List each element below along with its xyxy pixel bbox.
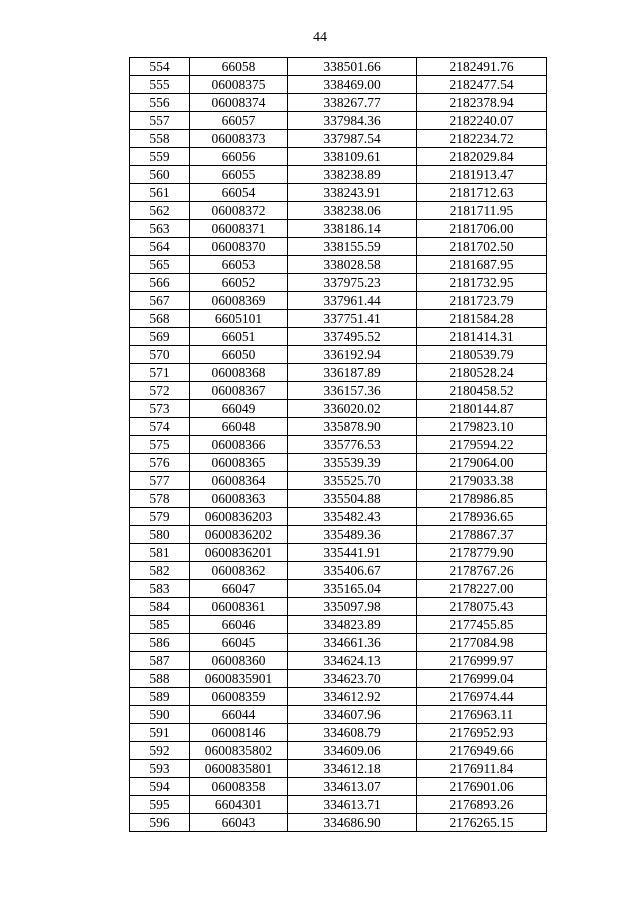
- x-coordinate-cell: 336020.02: [288, 400, 417, 418]
- point-id-cell: 0600836202: [190, 526, 288, 544]
- row-number-cell: 585: [130, 616, 190, 634]
- table-row: [130, 310, 547, 328]
- x-coordinate-cell: 335878.90: [288, 418, 417, 436]
- y-coordinate-cell: 2176911.84: [417, 760, 547, 778]
- coordinates-table: [129, 57, 547, 832]
- y-coordinate-cell: 2176974.44: [417, 688, 547, 706]
- row-number-cell: 563: [130, 220, 190, 238]
- table-row: [130, 148, 547, 166]
- point-id-cell: 6605101: [190, 310, 288, 328]
- row-number-cell: 582: [130, 562, 190, 580]
- x-coordinate-cell: 335525.70: [288, 472, 417, 490]
- point-id-cell: 66057: [190, 112, 288, 130]
- x-coordinate-cell: 334608.79: [288, 724, 417, 742]
- point-id-cell: 66046: [190, 616, 288, 634]
- y-coordinate-cell: 2179033.38: [417, 472, 547, 490]
- point-id-cell: 06008362: [190, 562, 288, 580]
- table-row: [130, 292, 547, 310]
- point-id-cell: 66054: [190, 184, 288, 202]
- point-id-cell: 66043: [190, 814, 288, 832]
- row-number-cell: 559: [130, 148, 190, 166]
- y-coordinate-cell: 2182240.07: [417, 112, 547, 130]
- table-row: [130, 202, 547, 220]
- table-row: [130, 328, 547, 346]
- row-number-cell: 581: [130, 544, 190, 562]
- row-number-cell: 560: [130, 166, 190, 184]
- y-coordinate-cell: 2176999.97: [417, 652, 547, 670]
- x-coordinate-cell: 335482.43: [288, 508, 417, 526]
- table-row: [130, 346, 547, 364]
- table-row: [130, 526, 547, 544]
- x-coordinate-cell: 334612.92: [288, 688, 417, 706]
- point-id-cell: 66056: [190, 148, 288, 166]
- y-coordinate-cell: 2177084.98: [417, 634, 547, 652]
- table-row: [130, 58, 547, 76]
- x-coordinate-cell: 334823.89: [288, 616, 417, 634]
- x-coordinate-cell: 338469.00: [288, 76, 417, 94]
- row-number-cell: 596: [130, 814, 190, 832]
- row-number-cell: 557: [130, 112, 190, 130]
- row-number-cell: 561: [130, 184, 190, 202]
- y-coordinate-cell: 2176893.26: [417, 796, 547, 814]
- row-number-cell: 592: [130, 742, 190, 760]
- y-coordinate-cell: 2181414.31: [417, 328, 547, 346]
- point-id-cell: 66045: [190, 634, 288, 652]
- y-coordinate-cell: 2182477.54: [417, 76, 547, 94]
- point-id-cell: 06008361: [190, 598, 288, 616]
- x-coordinate-cell: 337751.41: [288, 310, 417, 328]
- y-coordinate-cell: 2180458.52: [417, 382, 547, 400]
- point-id-cell: 06008366: [190, 436, 288, 454]
- table-row: [130, 562, 547, 580]
- y-coordinate-cell: 2178936.65: [417, 508, 547, 526]
- table-row: [130, 814, 547, 832]
- y-coordinate-cell: 2181687.95: [417, 256, 547, 274]
- x-coordinate-cell: 334686.90: [288, 814, 417, 832]
- x-coordinate-cell: 338267.77: [288, 94, 417, 112]
- table-row: [130, 634, 547, 652]
- row-number-cell: 567: [130, 292, 190, 310]
- table-row: [130, 760, 547, 778]
- point-id-cell: 06008369: [190, 292, 288, 310]
- x-coordinate-cell: 338186.14: [288, 220, 417, 238]
- point-id-cell: 06008365: [190, 454, 288, 472]
- row-number-cell: 564: [130, 238, 190, 256]
- row-number-cell: 593: [130, 760, 190, 778]
- x-coordinate-cell: 334607.96: [288, 706, 417, 724]
- table-row: [130, 580, 547, 598]
- y-coordinate-cell: 2181732.95: [417, 274, 547, 292]
- row-number-cell: 568: [130, 310, 190, 328]
- table-row: [130, 742, 547, 760]
- row-number-cell: 576: [130, 454, 190, 472]
- point-id-cell: 0600836203: [190, 508, 288, 526]
- x-coordinate-cell: 338238.06: [288, 202, 417, 220]
- table-row: [130, 274, 547, 292]
- row-number-cell: 565: [130, 256, 190, 274]
- coordinates-table-body: [130, 58, 547, 832]
- x-coordinate-cell: 337975.23: [288, 274, 417, 292]
- y-coordinate-cell: 2182378.94: [417, 94, 547, 112]
- table-row: [130, 688, 547, 706]
- row-number-cell: 579: [130, 508, 190, 526]
- table-row: [130, 544, 547, 562]
- row-number-cell: 595: [130, 796, 190, 814]
- x-coordinate-cell: 335539.39: [288, 454, 417, 472]
- table-row: [130, 130, 547, 148]
- y-coordinate-cell: 2180528.24: [417, 364, 547, 382]
- x-coordinate-cell: 334623.70: [288, 670, 417, 688]
- row-number-cell: 570: [130, 346, 190, 364]
- y-coordinate-cell: 2176963.11: [417, 706, 547, 724]
- table-row: [130, 724, 547, 742]
- x-coordinate-cell: 334609.06: [288, 742, 417, 760]
- point-id-cell: 0600835802: [190, 742, 288, 760]
- point-id-cell: 66049: [190, 400, 288, 418]
- y-coordinate-cell: 2178227.00: [417, 580, 547, 598]
- point-id-cell: 06008364: [190, 472, 288, 490]
- y-coordinate-cell: 2176999.04: [417, 670, 547, 688]
- y-coordinate-cell: 2182029.84: [417, 148, 547, 166]
- table-row: [130, 184, 547, 202]
- y-coordinate-cell: 2176901.06: [417, 778, 547, 796]
- x-coordinate-cell: 338028.58: [288, 256, 417, 274]
- x-coordinate-cell: 334613.71: [288, 796, 417, 814]
- row-number-cell: 586: [130, 634, 190, 652]
- table-row: [130, 670, 547, 688]
- table-row: [130, 400, 547, 418]
- table-row: [130, 418, 547, 436]
- row-number-cell: 578: [130, 490, 190, 508]
- table-row: [130, 220, 547, 238]
- x-coordinate-cell: 336192.94: [288, 346, 417, 364]
- x-coordinate-cell: 335504.88: [288, 490, 417, 508]
- point-id-cell: 06008372: [190, 202, 288, 220]
- row-number-cell: 554: [130, 58, 190, 76]
- row-number-cell: 583: [130, 580, 190, 598]
- y-coordinate-cell: 2181723.79: [417, 292, 547, 310]
- point-id-cell: 66048: [190, 418, 288, 436]
- y-coordinate-cell: 2178867.37: [417, 526, 547, 544]
- row-number-cell: 580: [130, 526, 190, 544]
- row-number-cell: 574: [130, 418, 190, 436]
- y-coordinate-cell: 2176265.15: [417, 814, 547, 832]
- row-number-cell: 591: [130, 724, 190, 742]
- point-id-cell: 0600835901: [190, 670, 288, 688]
- x-coordinate-cell: 338155.59: [288, 238, 417, 256]
- row-number-cell: 589: [130, 688, 190, 706]
- point-id-cell: 06008371: [190, 220, 288, 238]
- point-id-cell: 0600835801: [190, 760, 288, 778]
- x-coordinate-cell: 334624.13: [288, 652, 417, 670]
- x-coordinate-cell: 337495.52: [288, 328, 417, 346]
- x-coordinate-cell: 335406.67: [288, 562, 417, 580]
- table-row: [130, 616, 547, 634]
- y-coordinate-cell: 2182234.72: [417, 130, 547, 148]
- point-id-cell: 06008375: [190, 76, 288, 94]
- row-number-cell: 572: [130, 382, 190, 400]
- x-coordinate-cell: 334613.07: [288, 778, 417, 796]
- table-row: [130, 454, 547, 472]
- x-coordinate-cell: 338109.61: [288, 148, 417, 166]
- y-coordinate-cell: 2180144.87: [417, 400, 547, 418]
- point-id-cell: 06008370: [190, 238, 288, 256]
- y-coordinate-cell: 2181706.00: [417, 220, 547, 238]
- row-number-cell: 569: [130, 328, 190, 346]
- point-id-cell: 6604301: [190, 796, 288, 814]
- x-coordinate-cell: 335776.53: [288, 436, 417, 454]
- x-coordinate-cell: 335165.04: [288, 580, 417, 598]
- point-id-cell: 06008358: [190, 778, 288, 796]
- y-coordinate-cell: 2178779.90: [417, 544, 547, 562]
- y-coordinate-cell: 2179064.00: [417, 454, 547, 472]
- table-row: [130, 778, 547, 796]
- y-coordinate-cell: 2176952.93: [417, 724, 547, 742]
- y-coordinate-cell: 2178767.26: [417, 562, 547, 580]
- row-number-cell: 556: [130, 94, 190, 112]
- row-number-cell: 558: [130, 130, 190, 148]
- y-coordinate-cell: 2181712.63: [417, 184, 547, 202]
- point-id-cell: 06008359: [190, 688, 288, 706]
- y-coordinate-cell: 2181584.28: [417, 310, 547, 328]
- point-id-cell: 06008360: [190, 652, 288, 670]
- y-coordinate-cell: 2180539.79: [417, 346, 547, 364]
- point-id-cell: 66044: [190, 706, 288, 724]
- x-coordinate-cell: 337987.54: [288, 130, 417, 148]
- table-row: [130, 256, 547, 274]
- y-coordinate-cell: 2181702.50: [417, 238, 547, 256]
- y-coordinate-cell: 2182491.76: [417, 58, 547, 76]
- y-coordinate-cell: 2177455.85: [417, 616, 547, 634]
- x-coordinate-cell: 335097.98: [288, 598, 417, 616]
- table-row: [130, 472, 547, 490]
- table-row: [130, 436, 547, 454]
- row-number-cell: 573: [130, 400, 190, 418]
- point-id-cell: 66050: [190, 346, 288, 364]
- point-id-cell: 06008146: [190, 724, 288, 742]
- x-coordinate-cell: 337961.44: [288, 292, 417, 310]
- point-id-cell: 66051: [190, 328, 288, 346]
- row-number-cell: 566: [130, 274, 190, 292]
- table-row: [130, 490, 547, 508]
- y-coordinate-cell: 2179823.10: [417, 418, 547, 436]
- y-coordinate-cell: 2181913.47: [417, 166, 547, 184]
- x-coordinate-cell: 335441.91: [288, 544, 417, 562]
- x-coordinate-cell: 336187.89: [288, 364, 417, 382]
- table-row: [130, 598, 547, 616]
- row-number-cell: 590: [130, 706, 190, 724]
- row-number-cell: 575: [130, 436, 190, 454]
- point-id-cell: 06008368: [190, 364, 288, 382]
- table-row: [130, 706, 547, 724]
- point-id-cell: 66058: [190, 58, 288, 76]
- row-number-cell: 588: [130, 670, 190, 688]
- point-id-cell: 06008374: [190, 94, 288, 112]
- y-coordinate-cell: 2176949.66: [417, 742, 547, 760]
- row-number-cell: 594: [130, 778, 190, 796]
- table-row: [130, 796, 547, 814]
- x-coordinate-cell: 338238.89: [288, 166, 417, 184]
- point-id-cell: 06008367: [190, 382, 288, 400]
- x-coordinate-cell: 334661.36: [288, 634, 417, 652]
- point-id-cell: 66047: [190, 580, 288, 598]
- y-coordinate-cell: 2178075.43: [417, 598, 547, 616]
- row-number-cell: 555: [130, 76, 190, 94]
- table-row: [130, 94, 547, 112]
- point-id-cell: 66055: [190, 166, 288, 184]
- row-number-cell: 577: [130, 472, 190, 490]
- table-row: [130, 508, 547, 526]
- x-coordinate-cell: 338501.66: [288, 58, 417, 76]
- point-id-cell: 66053: [190, 256, 288, 274]
- y-coordinate-cell: 2178986.85: [417, 490, 547, 508]
- table-row: [130, 364, 547, 382]
- point-id-cell: 06008373: [190, 130, 288, 148]
- table-row: [130, 166, 547, 184]
- x-coordinate-cell: 338243.91: [288, 184, 417, 202]
- table-row: [130, 112, 547, 130]
- table-row: [130, 652, 547, 670]
- page-number: 44: [313, 30, 327, 45]
- x-coordinate-cell: 336157.36: [288, 382, 417, 400]
- y-coordinate-cell: 2179594.22: [417, 436, 547, 454]
- point-id-cell: 06008363: [190, 490, 288, 508]
- x-coordinate-cell: 334612.18: [288, 760, 417, 778]
- y-coordinate-cell: 2181711.95: [417, 202, 547, 220]
- row-number-cell: 571: [130, 364, 190, 382]
- x-coordinate-cell: 335489.36: [288, 526, 417, 544]
- table-row: [130, 76, 547, 94]
- row-number-cell: 562: [130, 202, 190, 220]
- point-id-cell: 0600836201: [190, 544, 288, 562]
- table-row: [130, 382, 547, 400]
- row-number-cell: 587: [130, 652, 190, 670]
- row-number-cell: 584: [130, 598, 190, 616]
- table-row: [130, 238, 547, 256]
- x-coordinate-cell: 337984.36: [288, 112, 417, 130]
- point-id-cell: 66052: [190, 274, 288, 292]
